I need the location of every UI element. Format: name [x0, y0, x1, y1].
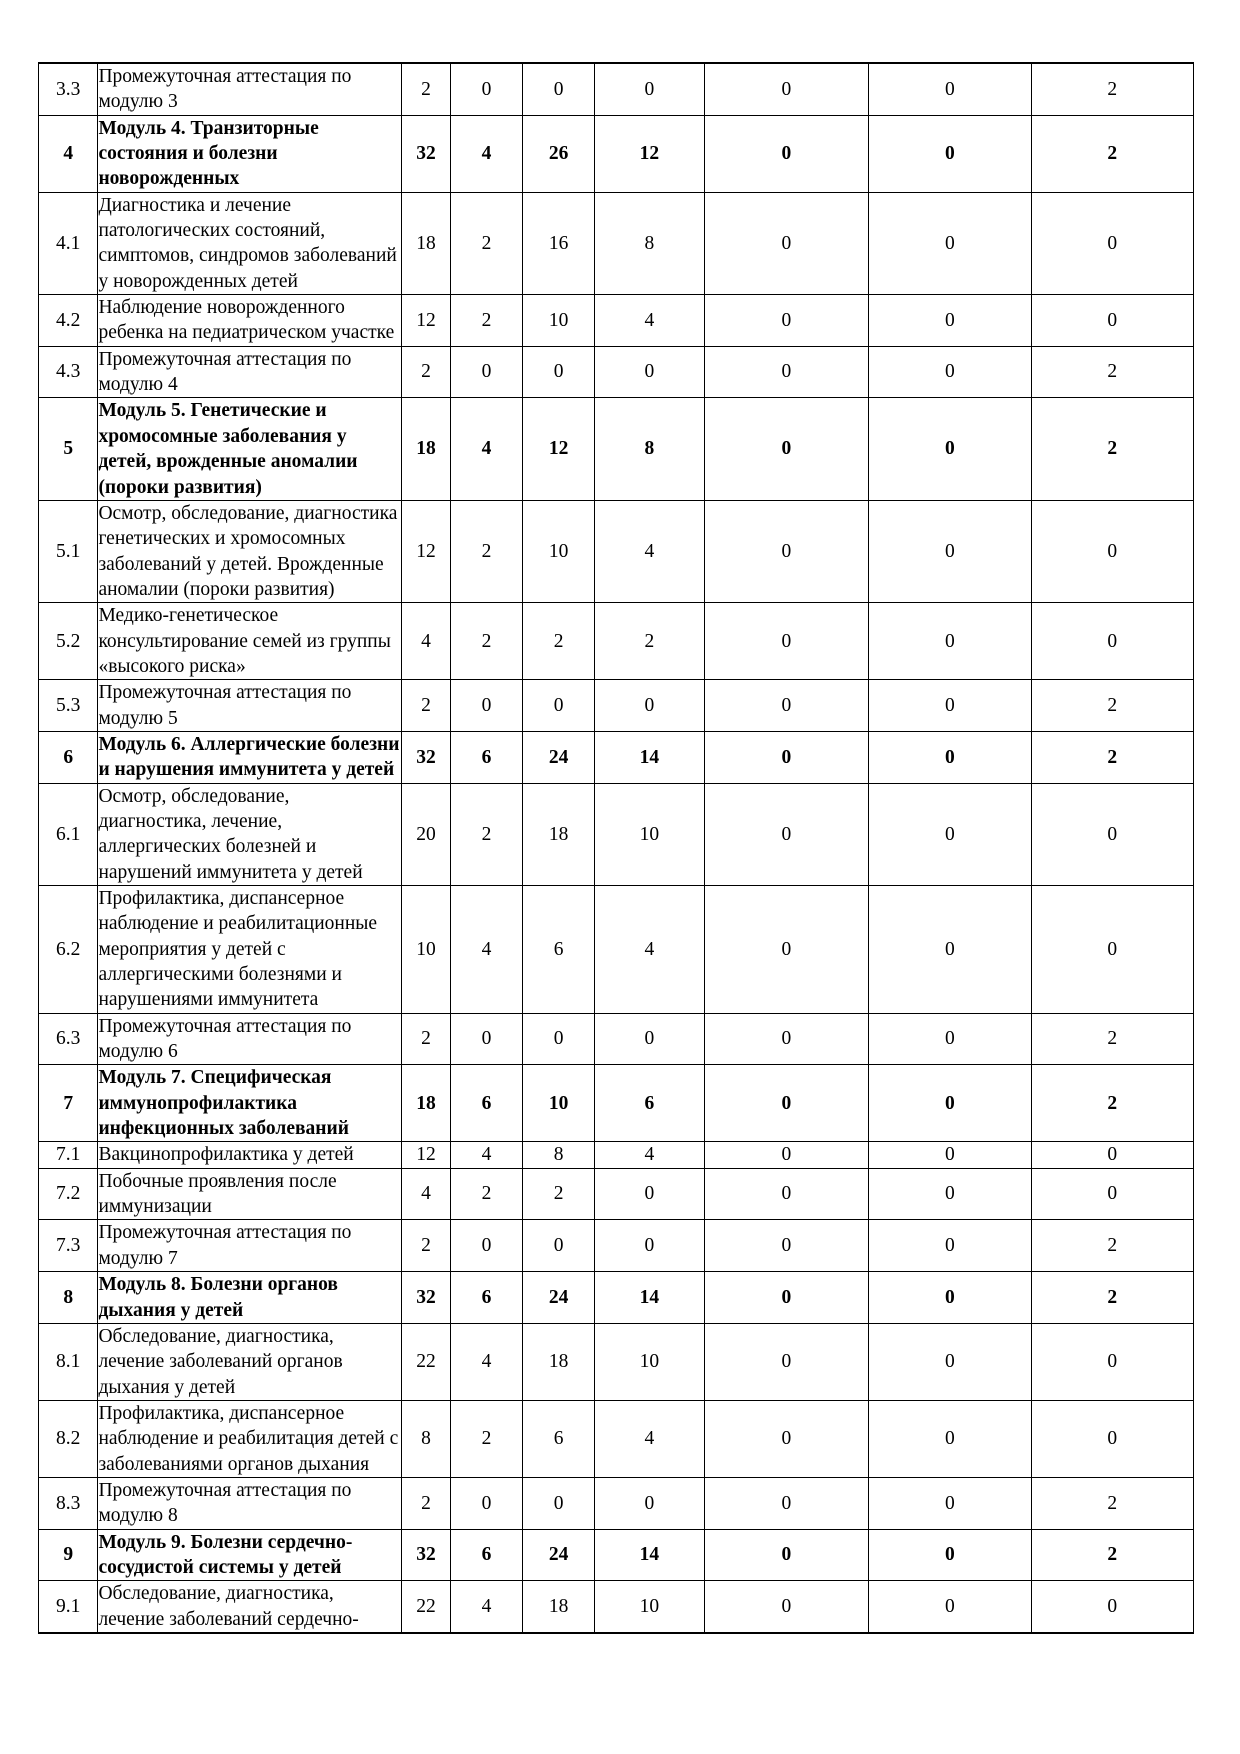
row-value-cell: 2	[450, 603, 522, 680]
row-value-cell: 2	[450, 192, 522, 294]
row-value-cell: 2	[1031, 115, 1193, 192]
row-value-cell: 0	[869, 1400, 1031, 1477]
row-value-cell: 0	[869, 1477, 1031, 1529]
row-value-cell: 6	[450, 1065, 522, 1142]
row-value-cell: 24	[523, 731, 595, 783]
row-value-cell: 26	[523, 115, 595, 192]
row-value-cell: 0	[869, 603, 1031, 680]
row-topic-cell: Модуль 7. Специфическая иммунопрофилактика инфекционных заболеваний	[98, 1065, 402, 1142]
table-row	[39, 731, 1194, 783]
row-value-cell: 0	[450, 1220, 522, 1272]
row-value-cell: 2	[1031, 1272, 1193, 1324]
row-value-cell: 8	[402, 1400, 451, 1477]
row-value-cell: 18	[523, 783, 595, 885]
row-value-cell: 0	[450, 346, 522, 398]
row-value-cell: 0	[1031, 500, 1193, 602]
row-value-cell: 0	[869, 398, 1031, 500]
row-value-cell: 0	[869, 1013, 1031, 1065]
row-topic-cell: Модуль 8. Болезни органов дыхания у детей	[98, 1272, 402, 1324]
row-value-cell: 6	[450, 1529, 522, 1581]
row-topic-cell: Промежуточная аттестация по модулю 8	[98, 1477, 402, 1529]
row-topic-cell: Модуль 5. Генетические и хромосомные заболевания у детей, врожденные аномалии (пороки развития)	[98, 398, 402, 500]
table-row	[39, 115, 1194, 192]
row-value-cell: 0	[704, 1142, 869, 1168]
row-value-cell: 0	[523, 1013, 595, 1065]
table-row	[39, 63, 1194, 115]
row-topic-cell: Осмотр, обследование, диагностика, лечение, аллергических болезней и нарушений иммунитета у детей	[98, 783, 402, 885]
row-topic-cell: Модуль 6. Аллергические болезни и нарушения иммунитета у детей	[98, 731, 402, 783]
row-index-cell: 6.2	[39, 886, 98, 1014]
row-value-cell: 0	[869, 115, 1031, 192]
row-value-cell: 4	[595, 886, 704, 1014]
row-value-cell: 0	[523, 680, 595, 732]
table-row	[39, 398, 1194, 500]
row-value-cell: 24	[523, 1529, 595, 1581]
row-value-cell: 0	[869, 1581, 1031, 1633]
row-value-cell: 2	[523, 1168, 595, 1220]
row-value-cell: 0	[450, 1477, 522, 1529]
row-value-cell: 22	[402, 1323, 451, 1400]
row-value-cell: 0	[595, 346, 704, 398]
row-topic-cell: Вакцинопрофилактика у детей	[98, 1142, 402, 1168]
row-value-cell: 0	[704, 63, 869, 115]
row-value-cell: 0	[869, 783, 1031, 885]
row-value-cell: 0	[869, 500, 1031, 602]
row-topic-cell: Диагностика и лечение патологических состояний, симптомов, синдромов заболеваний у новорожденных детей	[98, 192, 402, 294]
row-index-cell: 9	[39, 1529, 98, 1581]
table-row	[39, 886, 1194, 1014]
row-value-cell: 2	[1031, 1065, 1193, 1142]
row-value-cell: 12	[402, 295, 451, 347]
row-topic-cell: Обследование, диагностика, лечение заболеваний сердечно-	[98, 1581, 402, 1633]
row-value-cell: 0	[704, 1272, 869, 1324]
row-value-cell: 0	[704, 115, 869, 192]
row-value-cell: 4	[450, 1323, 522, 1400]
row-value-cell: 0	[1031, 1581, 1193, 1633]
row-value-cell: 2	[1031, 1013, 1193, 1065]
row-value-cell: 4	[450, 886, 522, 1014]
row-topic-cell: Обследование, диагностика, лечение заболеваний органов дыхания у детей	[98, 1323, 402, 1400]
row-value-cell: 2	[1031, 1220, 1193, 1272]
row-topic-cell: Промежуточная аттестация по модулю 3	[98, 63, 402, 115]
row-value-cell: 2	[450, 295, 522, 347]
row-value-cell: 0	[704, 731, 869, 783]
row-index-cell: 6.1	[39, 783, 98, 885]
row-value-cell: 16	[523, 192, 595, 294]
row-value-cell: 2	[402, 63, 451, 115]
row-value-cell: 22	[402, 1581, 451, 1633]
row-index-cell: 8	[39, 1272, 98, 1324]
table-row	[39, 1400, 1194, 1477]
table-row	[39, 1168, 1194, 1220]
row-value-cell: 2	[1031, 680, 1193, 732]
row-value-cell: 0	[1031, 192, 1193, 294]
table-row	[39, 680, 1194, 732]
row-index-cell: 5.2	[39, 603, 98, 680]
row-value-cell: 0	[450, 1013, 522, 1065]
row-topic-cell: Побочные проявления после иммунизации	[98, 1168, 402, 1220]
row-value-cell: 18	[402, 192, 451, 294]
row-value-cell: 12	[402, 1142, 451, 1168]
row-value-cell: 0	[869, 886, 1031, 1014]
table-row	[39, 192, 1194, 294]
row-index-cell: 6	[39, 731, 98, 783]
row-topic-cell: Осмотр, обследование, диагностика генетических и хромосомных заболеваний у детей. Врожденные аномалии (пороки развития)	[98, 500, 402, 602]
table-row	[39, 783, 1194, 885]
row-value-cell: 18	[523, 1323, 595, 1400]
table-row	[39, 1477, 1194, 1529]
row-value-cell: 32	[402, 1272, 451, 1324]
row-value-cell: 4	[450, 115, 522, 192]
row-value-cell: 8	[595, 192, 704, 294]
row-topic-cell: Промежуточная аттестация по модулю 4	[98, 346, 402, 398]
row-value-cell: 0	[704, 1065, 869, 1142]
row-value-cell: 0	[595, 63, 704, 115]
row-value-cell: 0	[450, 680, 522, 732]
row-value-cell: 8	[595, 398, 704, 500]
row-value-cell: 10	[595, 783, 704, 885]
row-value-cell: 0	[704, 680, 869, 732]
row-value-cell: 0	[704, 886, 869, 1014]
row-value-cell: 2	[450, 783, 522, 885]
row-value-cell: 0	[595, 1013, 704, 1065]
row-value-cell: 4	[595, 1142, 704, 1168]
row-topic-cell: Промежуточная аттестация по модулю 5	[98, 680, 402, 732]
row-value-cell: 32	[402, 115, 451, 192]
row-value-cell: 4	[595, 1400, 704, 1477]
row-value-cell: 0	[869, 346, 1031, 398]
row-index-cell: 3.3	[39, 63, 98, 115]
row-index-cell: 8.2	[39, 1400, 98, 1477]
row-value-cell: 2	[450, 1400, 522, 1477]
row-value-cell: 0	[523, 1220, 595, 1272]
table-row	[39, 1220, 1194, 1272]
row-value-cell: 10	[595, 1323, 704, 1400]
row-value-cell: 0	[869, 1272, 1031, 1324]
row-value-cell: 4	[402, 603, 451, 680]
row-value-cell: 14	[595, 1272, 704, 1324]
row-index-cell: 7.2	[39, 1168, 98, 1220]
row-topic-cell: Медико-генетическое консультирование семей из группы «высокого риска»	[98, 603, 402, 680]
row-index-cell: 4.1	[39, 192, 98, 294]
row-index-cell: 4	[39, 115, 98, 192]
row-value-cell: 24	[523, 1272, 595, 1324]
row-index-cell: 7	[39, 1065, 98, 1142]
row-value-cell: 2	[523, 603, 595, 680]
table-row	[39, 1529, 1194, 1581]
row-value-cell: 4	[402, 1168, 451, 1220]
table-body	[39, 63, 1194, 1633]
row-value-cell: 0	[704, 1220, 869, 1272]
row-value-cell: 2	[1031, 63, 1193, 115]
table-row	[39, 1142, 1194, 1168]
row-value-cell: 0	[869, 1323, 1031, 1400]
row-value-cell: 8	[523, 1142, 595, 1168]
row-value-cell: 0	[869, 1065, 1031, 1142]
table-row	[39, 500, 1194, 602]
row-index-cell: 7.1	[39, 1142, 98, 1168]
row-value-cell: 0	[523, 1477, 595, 1529]
row-value-cell: 0	[523, 346, 595, 398]
row-index-cell: 4.3	[39, 346, 98, 398]
row-value-cell: 10	[523, 295, 595, 347]
row-value-cell: 0	[869, 1529, 1031, 1581]
curriculum-hours-table	[38, 62, 1194, 1634]
table-row	[39, 1065, 1194, 1142]
row-value-cell: 2	[450, 1168, 522, 1220]
row-value-cell: 6	[523, 1400, 595, 1477]
row-value-cell: 2	[402, 680, 451, 732]
row-value-cell: 4	[450, 398, 522, 500]
row-index-cell: 8.3	[39, 1477, 98, 1529]
row-value-cell: 14	[595, 731, 704, 783]
row-value-cell: 18	[523, 1581, 595, 1633]
row-value-cell: 2	[450, 500, 522, 602]
row-value-cell: 0	[869, 295, 1031, 347]
row-value-cell: 0	[704, 398, 869, 500]
row-value-cell: 2	[1031, 731, 1193, 783]
row-value-cell: 0	[704, 1168, 869, 1220]
row-topic-cell: Профилактика, диспансерное наблюдение и реабилитация детей с заболеваниями органов дыхания	[98, 1400, 402, 1477]
row-value-cell: 0	[704, 1013, 869, 1065]
row-value-cell: 2	[1031, 346, 1193, 398]
row-value-cell: 0	[869, 63, 1031, 115]
row-index-cell: 5.3	[39, 680, 98, 732]
row-value-cell: 10	[402, 886, 451, 1014]
row-index-cell: 8.1	[39, 1323, 98, 1400]
table-row	[39, 295, 1194, 347]
row-value-cell: 32	[402, 1529, 451, 1581]
row-value-cell: 0	[704, 192, 869, 294]
row-value-cell: 2	[1031, 398, 1193, 500]
row-value-cell: 0	[523, 63, 595, 115]
row-value-cell: 0	[704, 500, 869, 602]
row-value-cell: 0	[704, 603, 869, 680]
row-value-cell: 0	[1031, 295, 1193, 347]
row-topic-cell: Модуль 9. Болезни сердечно-сосудистой системы у детей	[98, 1529, 402, 1581]
row-topic-cell: Промежуточная аттестация по модулю 6	[98, 1013, 402, 1065]
row-value-cell: 0	[1031, 1323, 1193, 1400]
row-topic-cell: Модуль 4. Транзиторные состояния и болезни новорожденных	[98, 115, 402, 192]
row-index-cell: 6.3	[39, 1013, 98, 1065]
row-value-cell: 0	[704, 1323, 869, 1400]
row-value-cell: 0	[1031, 1168, 1193, 1220]
row-value-cell: 0	[1031, 886, 1193, 1014]
row-value-cell: 6	[523, 886, 595, 1014]
row-value-cell: 14	[595, 1529, 704, 1581]
row-value-cell: 0	[1031, 783, 1193, 885]
row-value-cell: 0	[1031, 1400, 1193, 1477]
row-value-cell: 2	[402, 1220, 451, 1272]
row-topic-cell: Наблюдение новорожденного ребенка на педиатрическом участке	[98, 295, 402, 347]
row-value-cell: 10	[523, 500, 595, 602]
row-index-cell: 7.3	[39, 1220, 98, 1272]
row-value-cell: 2	[402, 346, 451, 398]
row-value-cell: 0	[704, 1529, 869, 1581]
row-value-cell: 4	[450, 1142, 522, 1168]
row-value-cell: 0	[704, 783, 869, 885]
row-value-cell: 18	[402, 398, 451, 500]
row-value-cell: 0	[450, 63, 522, 115]
row-value-cell: 12	[402, 500, 451, 602]
table-row	[39, 1272, 1194, 1324]
table-row	[39, 603, 1194, 680]
row-value-cell: 6	[450, 731, 522, 783]
row-value-cell: 0	[595, 1477, 704, 1529]
row-index-cell: 5	[39, 398, 98, 500]
row-value-cell: 0	[869, 192, 1031, 294]
row-value-cell: 20	[402, 783, 451, 885]
row-value-cell: 10	[595, 1581, 704, 1633]
row-index-cell: 4.2	[39, 295, 98, 347]
row-value-cell: 2	[1031, 1529, 1193, 1581]
row-value-cell: 2	[402, 1477, 451, 1529]
row-value-cell: 0	[869, 680, 1031, 732]
row-value-cell: 0	[869, 1168, 1031, 1220]
row-value-cell: 10	[523, 1065, 595, 1142]
row-index-cell: 9.1	[39, 1581, 98, 1633]
row-value-cell: 0	[869, 731, 1031, 783]
row-value-cell: 0	[869, 1220, 1031, 1272]
table-row	[39, 1581, 1194, 1633]
row-value-cell: 0	[704, 1581, 869, 1633]
row-value-cell: 0	[595, 1220, 704, 1272]
table-row	[39, 1013, 1194, 1065]
row-value-cell: 0	[869, 1142, 1031, 1168]
row-value-cell: 4	[450, 1581, 522, 1633]
row-value-cell: 0	[704, 1477, 869, 1529]
row-value-cell: 0	[1031, 603, 1193, 680]
row-value-cell: 0	[704, 346, 869, 398]
row-value-cell: 2	[595, 603, 704, 680]
row-value-cell: 4	[595, 295, 704, 347]
row-value-cell: 4	[595, 500, 704, 602]
row-value-cell: 0	[1031, 1142, 1193, 1168]
row-value-cell: 32	[402, 731, 451, 783]
row-value-cell: 2	[1031, 1477, 1193, 1529]
row-value-cell: 6	[595, 1065, 704, 1142]
row-value-cell: 2	[402, 1013, 451, 1065]
curriculum-table-container	[38, 62, 1194, 1634]
row-value-cell: 6	[450, 1272, 522, 1324]
row-value-cell: 12	[595, 115, 704, 192]
row-value-cell: 0	[704, 1400, 869, 1477]
row-value-cell: 12	[523, 398, 595, 500]
table-row	[39, 346, 1194, 398]
row-value-cell: 0	[595, 680, 704, 732]
row-topic-cell: Промежуточная аттестация по модулю 7	[98, 1220, 402, 1272]
table-row	[39, 1323, 1194, 1400]
row-value-cell: 0	[595, 1168, 704, 1220]
row-value-cell: 0	[704, 295, 869, 347]
row-index-cell: 5.1	[39, 500, 98, 602]
row-topic-cell: Профилактика, диспансерное наблюдение и реабилитационные мероприятия у детей с аллергическими болезнями и нарушениями иммунитета	[98, 886, 402, 1014]
row-value-cell: 18	[402, 1065, 451, 1142]
